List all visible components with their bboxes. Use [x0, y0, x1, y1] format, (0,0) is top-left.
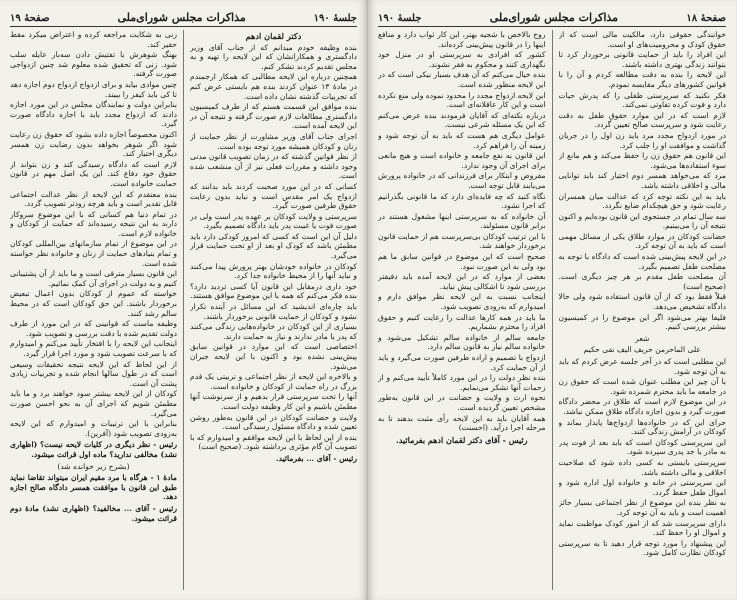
paragraph: این لایحه را بنده به دقت مطالعه کردم و آن را با قوانین کشورهای دیگر مقایسه نمودم. [558, 70, 726, 89]
paragraph: بنده از این لحاظ با این لایحه موافقم و امیدوارم که با تصویب آن گام مؤثری برداشته شود. (صحیح است) [190, 432, 357, 452]
paragraph: کودکان در خانواده خودشان بهتر پرورش پیدا می‌کنند و نباید آنها را از محیط خانواده جدا کرد. [190, 261, 357, 281]
paragraph: ازدواج با تصمیم و اراده طرفین صورت می‌گیرد و باید از آن حمایت کرد. [378, 353, 546, 372]
session-label: جلسهٔ ۱۹۰ [313, 13, 357, 24]
chair-remark: رئیس - نظر دیگری در کلیات لایحه نیست؟ (اظهاری نشد) مخالفی ندارید؟ ماده اول قرائت میشود. [10, 440, 177, 459]
paragraph: لازم است که در این موارد حقوق طفل به دقت رعایت شود و سرپرست صالح تعیین گردد. [558, 110, 726, 130]
paragraph: وظیفه ماست که قوانینی که در این مورد از طرف دولت تقدیم شده با دقت بررسی و تصویب شود. [10, 319, 177, 338]
paragraph: کشور که افرادی به سرپرستی او در منزل خود نگهداری کنند و محکوم به فقر نشوند. [378, 50, 546, 69]
paragraph: ما باید در همه کارها عدالت را رعایت کنیم و حقوق افراد را محترم بشماریم. [378, 312, 546, 332]
paragraph: بنده معتقدم که این لایحه از نظر عدالت اجتماعی قابل تقدیر است و باید هرچه زودتر تصویب گردد. [10, 189, 177, 209]
paragraph: اجرای جناب آقای وزیر مشاورت از نظر حمایت از زنان و کودکان همیشه مورد توجه بوده است. [190, 131, 357, 151]
paragraph: بنابراین دولت و نمایندگان مجلس در این مورد اجازه دادند که ازدواج مجدد باید با اجازه دادگاه صورت گیرد. [10, 100, 177, 129]
paragraph: بنابراین با این ترتیبات و امیدوارم که این لایحه به‌زودی تصویب شود (آفرین). [10, 419, 177, 438]
left-page-header [10, 6, 357, 27]
right-page-col-right [559, 30, 727, 590]
poem-line: علی الماحرمن حریف الیف نفی حکیم [583, 345, 701, 355]
paragraph: با این ترتیب کودکان بی‌سرپرست هم از حمایت قانون برخوردار خواهند شد. [378, 231, 546, 251]
left-page-col-left [10, 30, 177, 590]
paragraph: باید چاره‌ای اندیشید که این مسائل در آینده تکرار نشود و کودکان از حمایت قانونی برخوردار باشند. [190, 302, 357, 321]
paragraph: مرد که می‌خواهد همسر دوم اختیار کند باید توانایی مالی و اخلاقی داشته باشد. [558, 171, 726, 190]
paragraph: این سرپرستی در خانه و خانواده اول اداره شود و اموال طفل حفظ گردد. [558, 478, 726, 497]
column-divider [552, 30, 553, 590]
paragraph: دلیل آن این است که کسی که امروز کودکی دارد باید مطمئن باشد که کودک او بعد از او تحت حمایت قرار می‌گیرد. [190, 231, 357, 261]
paragraph: از این لحاظ که این لایحه نتیجه تحقیقات وسیعی است که در طول سالها انجام شده و تجربیات زیادی پشت آن است. [10, 359, 177, 388]
paragraph: اختصاصی است که این موارد در قوانین سابق پیش‌بینی نشده بود و اکنون با این لایحه جبران می‌شود. [190, 342, 357, 371]
paragraph: فکر نکنید که سرپرستی طفلی را که پدرش حیات دارد و فوت کرده تفاوتی نمی‌کند. [558, 90, 726, 110]
paragraph: این سرپرستی کودکان است که باید بعد از فوت پدر به مادر یا جد پدری سپرده شود. [558, 437, 726, 457]
paragraph: این قانون هم حقوق زن را حفظ می‌کند و هم مانع از سوء استفاده‌ها می‌شود. [558, 151, 726, 170]
paragraph: در این لایحه پیش‌بینی شده است که دادگاه با توجه به مصلحت طفل تصمیم بگیرد. [558, 252, 726, 271]
paragraph: بهنگ شوهرش با تفتیش دادن سه‌بار عایله سلب شود. زنی که تحقیق شده معلوم شد چنین ازدواجی صورت گرفته. [10, 50, 177, 79]
right-page [368, 0, 736, 600]
left-page [0, 0, 368, 600]
paragraph: حضانت کودکان در موارد طلاق یکی از مسائل مهمی است که باید به آن توجه کرد. [558, 231, 726, 251]
paragraph: خواسته که عموم از کودکان بدون اعمال تبعیض برخوردار باشند. این حق کودکان است که در محیط سالم رشد کنند. [10, 289, 177, 318]
paragraph: کسانی که در این مورد صحبت کردند باید بدانند که ازدواج یک امر مقدس است و نباید بدون رعایت حقوق طرفین صورت گیرد. [190, 181, 357, 211]
paragraph: کودکان از این لایحه بیشتر سود خواهند برد و ما باید مطمئن شویم که اجرای آن به نحو احسن صورت می‌گیرد. [10, 389, 177, 418]
paragraph: بعضی از موارد که در این لایحه آمده باید دقیقتر بررسی شود تا اشکالی پیش نیاید. [378, 272, 546, 291]
paragraph: در مورد ازدواج مجدد مرد باید زن اول را در جریان گذاشت و موافقت او را جلب کرد. [558, 130, 726, 150]
reading-note: (بشرح زیر خوانده شد) [57, 461, 130, 471]
right-page-header [378, 6, 726, 27]
page-title: مذاکرات مجلس شورای‌ملی [117, 11, 246, 24]
paragraph: زنی به شکایت مراجعه کرده و اعتراض میکرد مقط حقیر کند. [10, 30, 177, 49]
paragraph: باید به این نکته توجه کرد که عدالت میان همسران رعایت شود و حق هیچکدام ضایع نگردد. [558, 191, 726, 211]
paragraph: خوانندگی حقوقی دارد، مالکیت مالی است که از حقوق کودک و محرومیت‌های او است. [558, 30, 726, 49]
chair-remark: رئیس - آقای ... مخالفید؟ (اظهاری نشد) مادهٔ دوم قرائت میشود. [10, 503, 177, 523]
column-divider [183, 30, 184, 590]
paragraph: این لایحه ازدواج مجدد را محدود نموده ولی منع نکرده است و این کار عاقلانه‌ای است. [378, 90, 546, 110]
paragraph: بنده موافق این قسمت هستم که از طرف کمیسیون دادگستری مطالعات لازم صورت گرفته و نتیجه آن در این لایحه آمده است. [190, 102, 357, 131]
paragraph: روح بالاخص با شجیه بهتر، این کار ثواب دارد و منافع اینها را در قانون پیش‌بینی کرده‌اند. [378, 30, 546, 49]
right-page-columns [378, 30, 726, 590]
paragraph: دارای سرپرست شد که از امور کودک مواظبت نماید و اموال او را حفظ کند. [558, 518, 726, 538]
paragraph: مفروض و ابتکار برای فرزندانی که در خانواده پرورش می‌یابند قابل توجه است. [378, 171, 546, 190]
paragraph: این افراد را باید از حمایت قانونی برخوردار کرد تا بتوانند زندگی بهتری داشته باشند. [558, 50, 726, 69]
paragraph: نحوه ارث و ولایت و حضانت در این قانون به‌طور مشخص تعیین گردیده است. [378, 393, 546, 412]
paragraph: بنده وظیفه خودم میدانم که از جناب آقای وزیر دادگستری و همکارانشان که این لایحه را تهیه و به مجلس تقدیم کردند تشکر کنم. [190, 42, 357, 71]
paragraph: اینجانب نسبت به این لایحه نظر موافق دارم و امیدوارم که به‌زودی تصویب شود. [378, 292, 546, 312]
paragraph: این پیشنهاد را مورد توجه قرار دهید تا به سرپرستی کودکان نظارت کامل شود. [558, 538, 726, 558]
paragraph: نگاه کنید که چه فایده‌ای دارد که ما قانونی بگذرانیم که اجرا نشود. [378, 191, 546, 211]
paragraph: آنها را تحت سرپرستی قرار بدهیم و از سرنوشت آنها مطمئن باشیم و این کار وظیفه دولت است. [190, 392, 357, 411]
paragraph: بنده خیال می‌کنم که آن هدف بسیار نیکی است که در این لایحه منظور شده است. [378, 70, 546, 89]
article-text: مادهٔ ۱ - هرگاه با مرد مقیم ایران میتواند تقاضا نماید طبق این قانون با موافقت همسر دادگاه صالح اجازه دهد. [10, 473, 177, 502]
paragraph: در تمام دنیا هم کسانی که با این موضوع سروکار دارند به این نتیجه رسیده‌اند که حمایت از کودکان و خانواده لازم است. [10, 209, 177, 238]
session-label: جلسهٔ ۱۹۰ [378, 13, 422, 24]
paragraph: این مطلبی است که در آخر جلسه عرض کردم که باید به آن توجه شود. [558, 357, 726, 376]
paragraph: ولایت و حضانت کودکان در این قانون به‌طور روشن تعیین شده و دادگاه مسئول رسیدگی است. [190, 412, 357, 432]
paragraph: قبلاً فقط بود که از آن قانون استفاده شود ولی حالا دادگاه تشخیص می‌دهد. [558, 292, 726, 312]
page-number: صفحهٔ ۱۸ [686, 13, 726, 24]
paragraph: در این موضوع لازم است که طلاق در محضر دادگاه صورت گیرد و بدون اجازه دادگاه طلاق ممکن نباشد. [558, 397, 726, 416]
paragraph: به نظر بنده این موضوع از نظر اجتماعی بسیار حائز اهمیت است و باید به آن توجه کرد. [558, 498, 726, 517]
paragraph: بنده نظر دولت را در این مورد کاملاً تأیید می‌کنم و از زحمات آنها تشکر می‌نمایم. [378, 373, 546, 392]
paragraph: چنین موادی بیاید و برای ازدواج ازدواج دوم اجازه دهد تا کی باید کیفر را ببیند. [10, 79, 177, 99]
paragraph: صحیح است که این موضوع در قوانین سابق ما هم بود ولی به این صورت نبود. [378, 252, 546, 271]
right-page-col-left [378, 30, 546, 590]
paragraph: فلیفا بهتر می‌شود اگر این موضوع را در کمیسیون بیشتر بررسی کنیم. [558, 312, 726, 332]
paragraph: جامعه سالم از خانواده سالم تشکیل می‌شود و خانواده سالم نیاز به قانون سالم دارد. [378, 332, 546, 352]
paragraph: همه آقایان باید به این لایحه رأی مثبت بدهند تا به مرحله اجرا درآید. (احسنت) [378, 413, 546, 433]
paragraph: عوامل دیگری هم هست که باید به آن توجه شود و زمینه آن را فراهم کرد. [378, 130, 546, 150]
paragraph: بسیاری از این کودکان در خانواده‌هایی زندگی می‌کنند که پدر یا مادر ندارند و نیاز به حمایت دارند. [190, 322, 357, 341]
paragraph: در این موضوع از تمام سازمانهای بین‌المللی کودکان و تمام بنیادهای حمایت از زنان و خانواده نظر خواسته شده است. [10, 239, 177, 268]
paragraph: سه سال تمام در جستجوی این قانون بوده‌ایم و اکنون نتیجه آن را می‌بینیم. [558, 211, 726, 231]
page-number: صفحهٔ ۱۹ [10, 13, 50, 24]
left-page-columns [10, 30, 357, 590]
paragraph: از نظر قوانین گذشته که در زمان تصویب قانون مدنی وجود داشته و مقررات فعلی نیز از آن منشعب شده است. [190, 152, 357, 181]
paragraph: سرپرستی و ولایت کودکان بر عهده پدر است ولی در صورت فوت یا غیبت پدر باید دادگاه تصمیم بگیرد. [190, 211, 357, 231]
page-title: مذاکرات مجلس شورای‌ملی [489, 11, 619, 24]
paragraph: جرای این که در خانواده‌ها ازدواج‌ها پایدار بماند و کودکان در آرامش زندگی کنند. [558, 417, 726, 437]
paragraph: آن خانواده که به سرپرستی اینها مشغول هستند در برابر قانون مسئولند. [378, 211, 546, 231]
paragraph: این قانون بسیار مترقی است و ما باید از آن پشتیبانی کنیم و به دولت در اجرای آن کمک نمائیم. [10, 269, 177, 288]
speaker-name: دکتر لقمان ادهم [245, 31, 302, 41]
paragraph: لازم است که دادگاه رسیدگی کند و زن بتواند از حقوق خود دفاع کند. این یک اصل مهم در قانون حمایت خانواده است. [10, 159, 177, 188]
paragraph: و بالاخره این لایحه از نظر اجتماعی و تربیتی یک قدم بزرگ در راه حمایت از کودکان و خانواده است. [190, 372, 357, 391]
paragraph: آن مصلحت طفل مقدم بر هر چیز دیگری است. (صحیح است) [558, 272, 726, 291]
paragraph: خود داری درمقابل این قانون آیا کسی تردید دارد؟ بنده فکر می‌کنم که همه با این موضوع موافق هستند. [190, 281, 357, 301]
paragraph: اکنون مخصوصاً اجازه داده بشود که حقوق زن رعایت شود اگر شوهر بخواهد بدون رضایت زن همسر دیگری اختیار کند. [10, 129, 177, 159]
poem-heading: شعر [635, 333, 650, 343]
paragraph: این قانون به نفع جامعه و خانواده است و هیچ مانعی برای اجرای آن وجود ندارد. [378, 151, 546, 170]
chair-remark: رئیس - آقای ... بفرمائید. [276, 453, 357, 463]
paragraph: اینجانب این لایحه را با افتخار تأیید می‌کنم و امیدوارم که با سرعت تصویب شود و مورد اجرا قرار گیرد. [10, 339, 177, 358]
paragraph: درباره نکته‌ای که آقایان فرمودند بنده عرض می‌کنم که این یک مسئله شرعی نیست. [378, 110, 546, 130]
left-page-col-right [190, 30, 357, 590]
chair-remark: رئیس - آقای دکتر لقمان ادهم بفرمائید. [396, 434, 528, 445]
paragraph: با آن چیز این مطلب عنوان شده است که حقوق زن در جامعه ما باید محترم شمرده شود. [558, 377, 726, 396]
paragraph: سرپرستی بایستی به کسی داده شود که صلاحیت اخلاقی و مالی داشته باشد. [558, 457, 726, 477]
paragraph: همچنین درباره این لایحه مطالبی که همکار ارجمندم در مادهٔ ۱۳ عنوان کردند بنده هم بایستی عرض کنم که تجربیات گذشته نشان داده است. [190, 72, 357, 101]
